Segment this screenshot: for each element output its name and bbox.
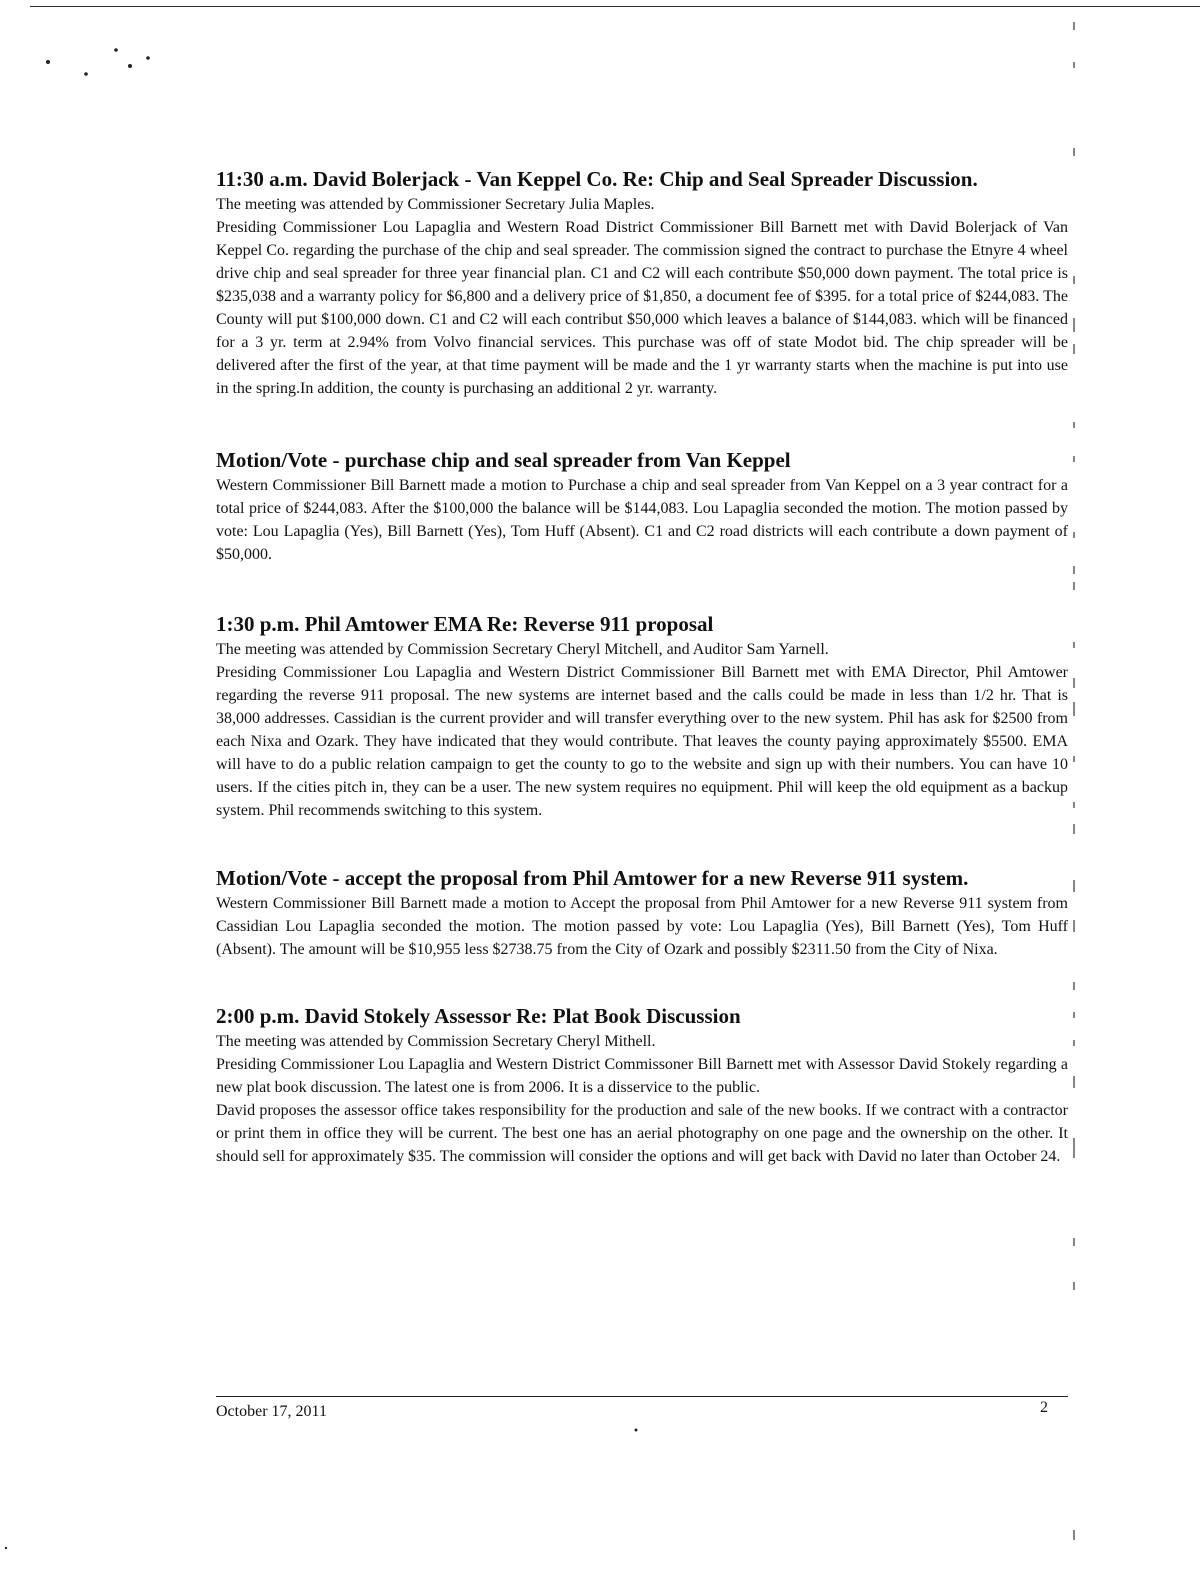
section-heading: Motion/Vote - accept the proposal from Phil Amtower for a new Reverse 911 system. (216, 866, 969, 890)
attendance-line: The meeting was attended by Commissioner Secretary Julia Maples. (216, 196, 655, 213)
section-heading: Motion/Vote - purchase chip and seal spreader from Van Keppel (216, 448, 791, 472)
section-paragraph: Presiding Commissioner Lou Lapaglia and Western Road District Commissioner Bill Barnett met with David Bolerjack of Van Keppel Co. regarding the purchase of the chip and seal spreader. The commission signed the contract to purchase the Etnyre 4 wheel drive chip and seal spreader for three year financial plan. C1 and C2 will each contribute $50,000 down payment. The total price is $235,038 and a warranty policy for $6,800 and a delivery price of $1,850, a document fee of $395. for a total price of $244,083. The County will put $100,000 down. C1 and C2 will each contribut $50,000 which leaves a balance of $144,083. which will be financed for a 3 yr. term at 2.94% from Volvo financial services. This purchase was off of state Modot bid. The chip spreader will be delivered after the first of the year, at that time payment will be made and the 1 yr warranty starts when the machine is put into use in the spring.In addition, the county is purchasing an additional 2 yr. warranty. (216, 219, 1068, 397)
page-footer (216, 1396, 1068, 1420)
footer-date: October 17, 2011 (216, 1403, 327, 1420)
section-paragraph: Western Commissioner Bill Barnett made a motion to Purchase a chip and seal spreader from Van Keppel on a 3 year contract for a total price of $244,083. After the $100,000 the balance will be $144,083. Lou Lapaglia seconded the motion. The motion passed by vote: Lou Lapaglia (Yes), Bill Barnett (Yes), Tom Huff (Absent). C1 and C2 road districts will each contribute a down payment of $50,000. (216, 477, 1068, 563)
section-heading: 1:30 p.m. Phil Amtower EMA Re: Reverse 911 proposal (216, 612, 714, 636)
section-paragraph: Presiding Commissioner Lou Lapaglia and Western District Commissoner Bill Barnett met with Assessor David Stokely regarding a new plat book discussion. The latest one is from 2006. It is a disservice to the public. (216, 1056, 1068, 1096)
section-heading: 2:00 p.m. David Stokely Assessor Re: Plat Book Discussion (216, 1004, 741, 1028)
attendance-line: The meeting was attended by Commission Secretary Cheryl Mithell. (216, 1033, 656, 1050)
attendance-line: The meeting was attended by Commission Secretary Cheryl Mitchell, and Auditor Sam Yarnell. (216, 641, 829, 658)
section-paragraph: Presiding Commissioner Lou Lapaglia and Western District Commissioner Bill Barnett met with EMA Director, Phil Amtower regarding the reverse 911 proposal. The new systems are internet based and the calls could be made in less than 1/2 hr. That is 38,000 addresses. Cassidian is the current provider and will transfer everything over to the new system. Phil has ask for $2500 from each Nixa and Ozark. They have indicated that they would contribute. That leaves the county paying approximately $5500. EMA will have to do a public relation campaign to get the county to go to the website and sign up with their numbers. You can have 10 users. If the cities pitch in, they can be a user. The new system requires no equipment. Phil will keep the old equipment as a backup system. Phil recommends switching to this system. (216, 664, 1068, 819)
section-bolerjack (216, 166, 1068, 400)
section-motion-reverse-911 (216, 865, 1068, 961)
section-motion-spreader (216, 447, 1068, 566)
section-heading: 11:30 a.m. David Bolerjack - Van Keppel Co. Re: Chip and Seal Spreader Discussion. (216, 167, 978, 191)
minutes-body (216, 166, 1068, 1168)
page-number: 2 (1040, 1399, 1048, 1416)
section-paragraph: Western Commissioner Bill Barnett made a motion to Accept the proposal from Phil Amtower for a new Reverse 911 system from Cassidian Lou Lapaglia seconded the motion. The motion passed by vote: Lou Lapaglia (Yes), Bill Barnett (Yes), Tom Huff (Absent). The amount will be $10,955 less $2738.75 from the City of Ozark and possibly $2311.50 from the City of Nixa. (216, 895, 1068, 958)
section-stokely (216, 1003, 1068, 1168)
section-amtower (216, 611, 1068, 822)
section-paragraph: David proposes the assessor office takes responsibility for the production and sale of the new books. If we contract with a contractor or print them in office they will be current. The best one has an aerial photography on one page and the ownership on the other. It should sell for approximately $35. The commission will consider the options and will get back with David no later than October 24. (216, 1102, 1068, 1165)
top-scan-edge (30, 6, 1200, 7)
